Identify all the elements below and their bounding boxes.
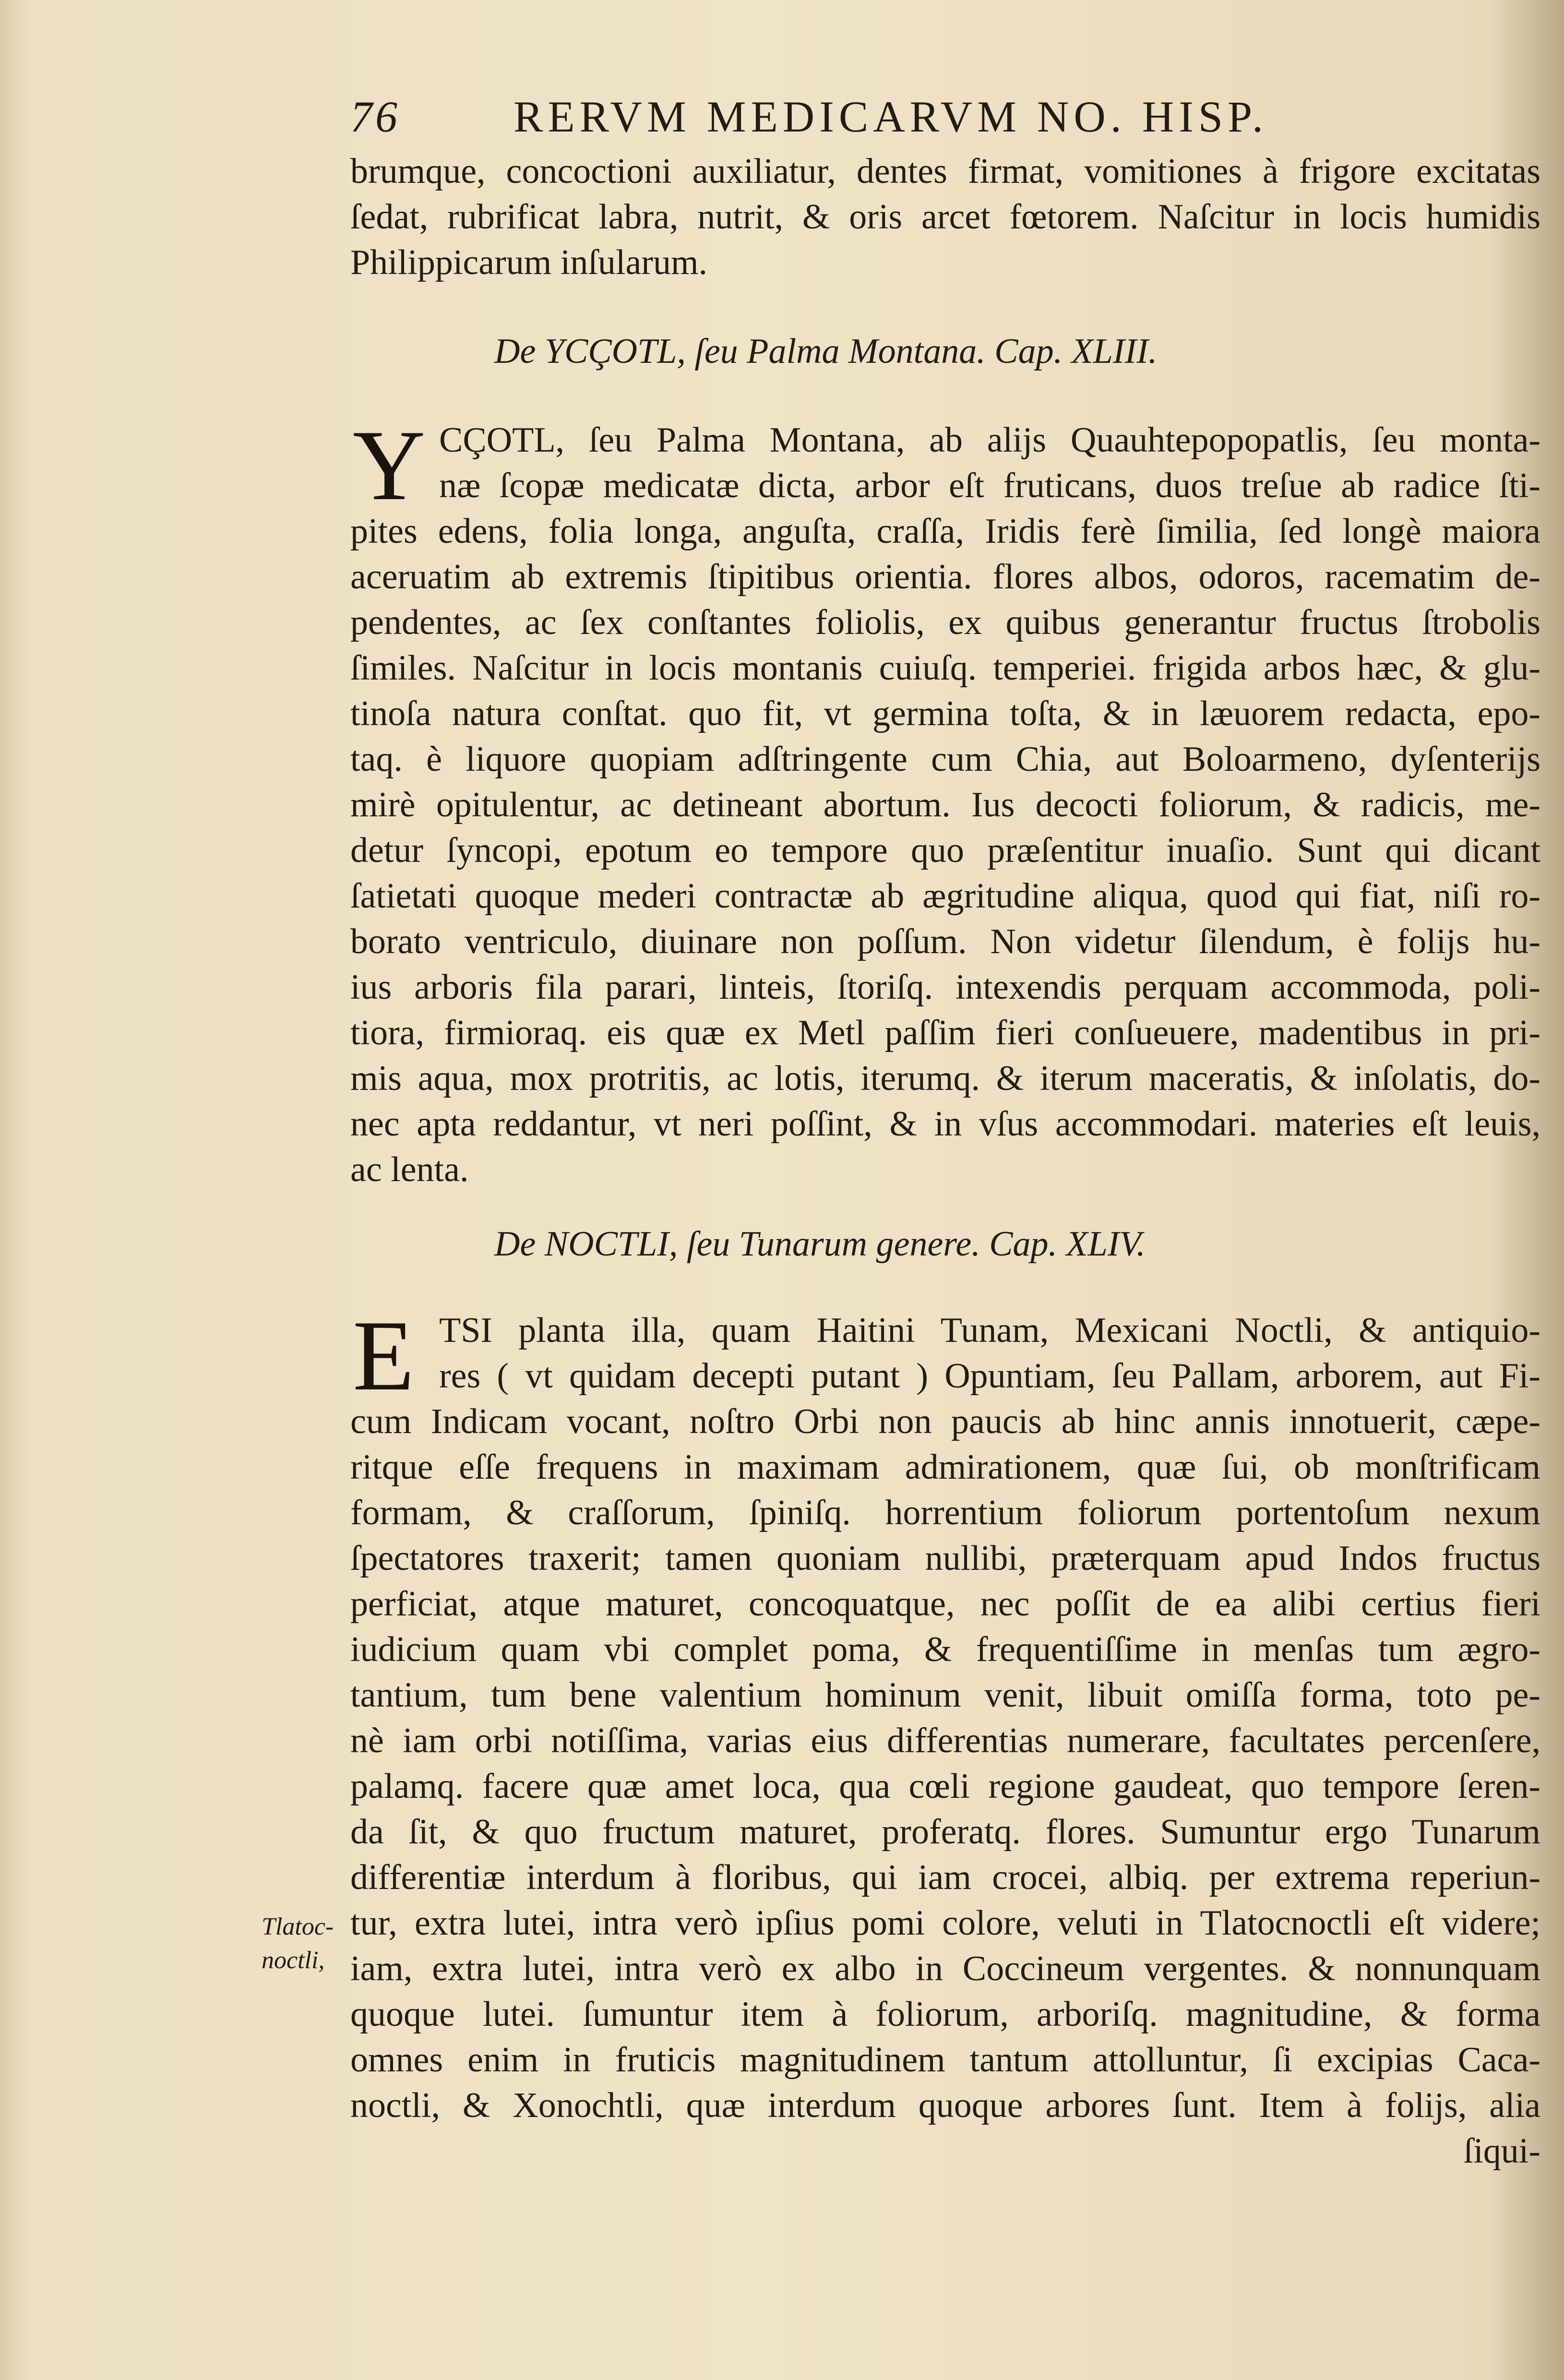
margin-note [262, 1910, 334, 1977]
catchword: ſiqui- [1463, 2131, 1540, 2171]
text-line: nè iam orbi notiſſima, varias eius differentias numerare, facultates percenſere, [350, 1721, 1540, 1760]
text-line: ſimiles. Naſcitur in locis montanis cuiuſq. temperiei. frigida arbos hæc, & glu- [350, 648, 1540, 688]
page-number: 76 [350, 92, 400, 141]
text-line: ius arboris fila parari, linteis, ſtoriſq. intexendis perquam accommoda, poli- [350, 968, 1540, 1007]
chapter-heading: De YCÇOTL, ſeu Palma Montana. Cap. XLIII. [494, 332, 1158, 371]
text-line: palamq. facere quæ amet loca, qua cœli regione gaudeat, quo tempore ſeren- [350, 1767, 1540, 1806]
text-line: iam, extra lutei, intra verò ex albo in Coccineum vergentes. & nonnunquam [350, 1949, 1540, 1988]
text-line: omnes enim in fruticis magnitudinem tantum attolluntur, ſi excipias Caca- [350, 2040, 1540, 2080]
text-line: ſedat, rubrificat labra, nutrit, & oris arcet fœtorem. Naſcitur in locis humidis [350, 197, 1540, 237]
text-line: differentiæ interdum à floribus, qui iam crocei, albiq. per extrema reperiun- [350, 1858, 1540, 1897]
text-line: mis aqua, mox protritis, ac lotis, iterumq. & iterum maceratis, & inſolatis, do- [350, 1059, 1540, 1098]
text-line: aceruatim ab extremis ſtipitibus orientia. flores albos, odoros, racematim de- [350, 557, 1540, 597]
text-line: TSI planta illa, quam Haitini Tunam, Mexicani Noctli, & antiquio- [439, 1311, 1540, 1350]
intro-paragraph [350, 149, 1540, 286]
chapter-heading: De NOCTLI, ſeu Tunarum genere. Cap. XLIV. [494, 1224, 1146, 1264]
text-line: mirè opitulentur, ac detineant abortum. Ius decocti foliorum, & radicis, me- [350, 785, 1540, 825]
text-line: tur, extra lutei, intra verò ipſius pomi colore, veluti in Tlatocnoctli eſt videre; [350, 1903, 1540, 1943]
running-head: RERVM MEDICARVM NO. HISP. [513, 92, 1268, 141]
text-line: brumque, concoctioni auxiliatur, dentes firmat, vomitiones à frigore excitatas [350, 152, 1540, 191]
margin-note-line: noctli, [262, 1947, 325, 1974]
text-line: ac lenta. [350, 1150, 469, 1189]
chapter-paragraph [350, 1300, 1540, 2174]
text-line: formam, & craſſorum, ſpiniſq. horrentium foliorum portentoſum nexum [350, 1493, 1540, 1532]
text-line: res ( vt quidam decepti putant ) Opuntiam, ſeu Pallam, arborem, aut Fi- [439, 1356, 1540, 1396]
text-line: detur ſyncopi, epotum eo tempore quo præſentitur inuaſio. Sunt qui dicant [350, 831, 1540, 870]
text-line: ſatietati quoque mederi contractæ ab ægritudine aliqua, quod qui fiat, niſi ro- [350, 876, 1540, 916]
drop-cap: Y [353, 410, 426, 521]
text-line: tiora, firmioraq. eis quæ ex Metl paſſim fieri conſueuere, madentibus in pri- [350, 1013, 1540, 1052]
text-line: iudicium quam vbi complet poma, & frequentiſſime in menſas tum ægro- [350, 1630, 1540, 1669]
page-header [350, 91, 1454, 149]
text-line: tinoſa natura conſtat. quo fit, vt germina toſta, & in læuorem redacta, epo- [350, 694, 1540, 733]
drop-cap: E [353, 1300, 415, 1411]
text-line: pites edens, folia longa, anguſta, craſſa, Iridis ferè ſimilia, ſed longè maiora [350, 512, 1540, 551]
margin-note-line: Tlatoc- [262, 1913, 334, 1940]
text-line: quoque lutei. ſumuntur item à foliorum, arboriſq. magnitudine, & forma [350, 1995, 1540, 2034]
text-line: perficiat, atque maturet, concoquatque, nec poſſit de ea alibi certius fieri [350, 1584, 1540, 1624]
text-line: næ ſcopæ medicatæ dicta, arbor eſt fruticans, duos treſue ab radice ſti- [439, 466, 1540, 505]
text-line: ritque eſſe frequens in maximam admirationem, quæ ſui, ob monſtrificam [350, 1447, 1540, 1487]
chapter-paragraph [350, 410, 1540, 1193]
text-line: CÇOTL, ſeu Palma Montana, ab alijs Quauhtepopopatlis, ſeu monta- [439, 420, 1540, 460]
text-line: ſpectatores traxerit; tamen quoniam nullibi, præterquam apud Indos fructus [350, 1539, 1540, 1578]
text-line: nec apta reddantur, vt neri poſſint, & in vſus accommodari. materies eſt leuis, [350, 1104, 1540, 1144]
text-line: borato ventriculo, diuinare non poſſum. Non videtur ſilendum, è folijs hu- [350, 922, 1540, 961]
text-line: da ſit, & quo fructum maturet, proferatq. flores. Sumuntur ergo Tunarum [350, 1812, 1540, 1852]
text-line: tantium, tum bene valentium hominum venit, libuit omiſſa forma, toto pe- [350, 1675, 1540, 1715]
text-line: noctli, & Xonochtli, quæ interdum quoque arbores ſunt. Item à folijs, alia [350, 2086, 1540, 2125]
text-line: Philippicarum inſularum. [350, 243, 708, 282]
text-line: pendentes, ac ſex conſtantes foliolis, ex quibus generantur fructus ſtrobolis [350, 603, 1540, 642]
text-line: cum Indicam vocant, noſtro Orbi non paucis ab hinc annis innotuerit, cæpe- [350, 1402, 1540, 1441]
text-line: taq. è liquore quopiam adſtringente cum Chia, aut Boloarmeno, dyſenterijs [350, 740, 1540, 779]
